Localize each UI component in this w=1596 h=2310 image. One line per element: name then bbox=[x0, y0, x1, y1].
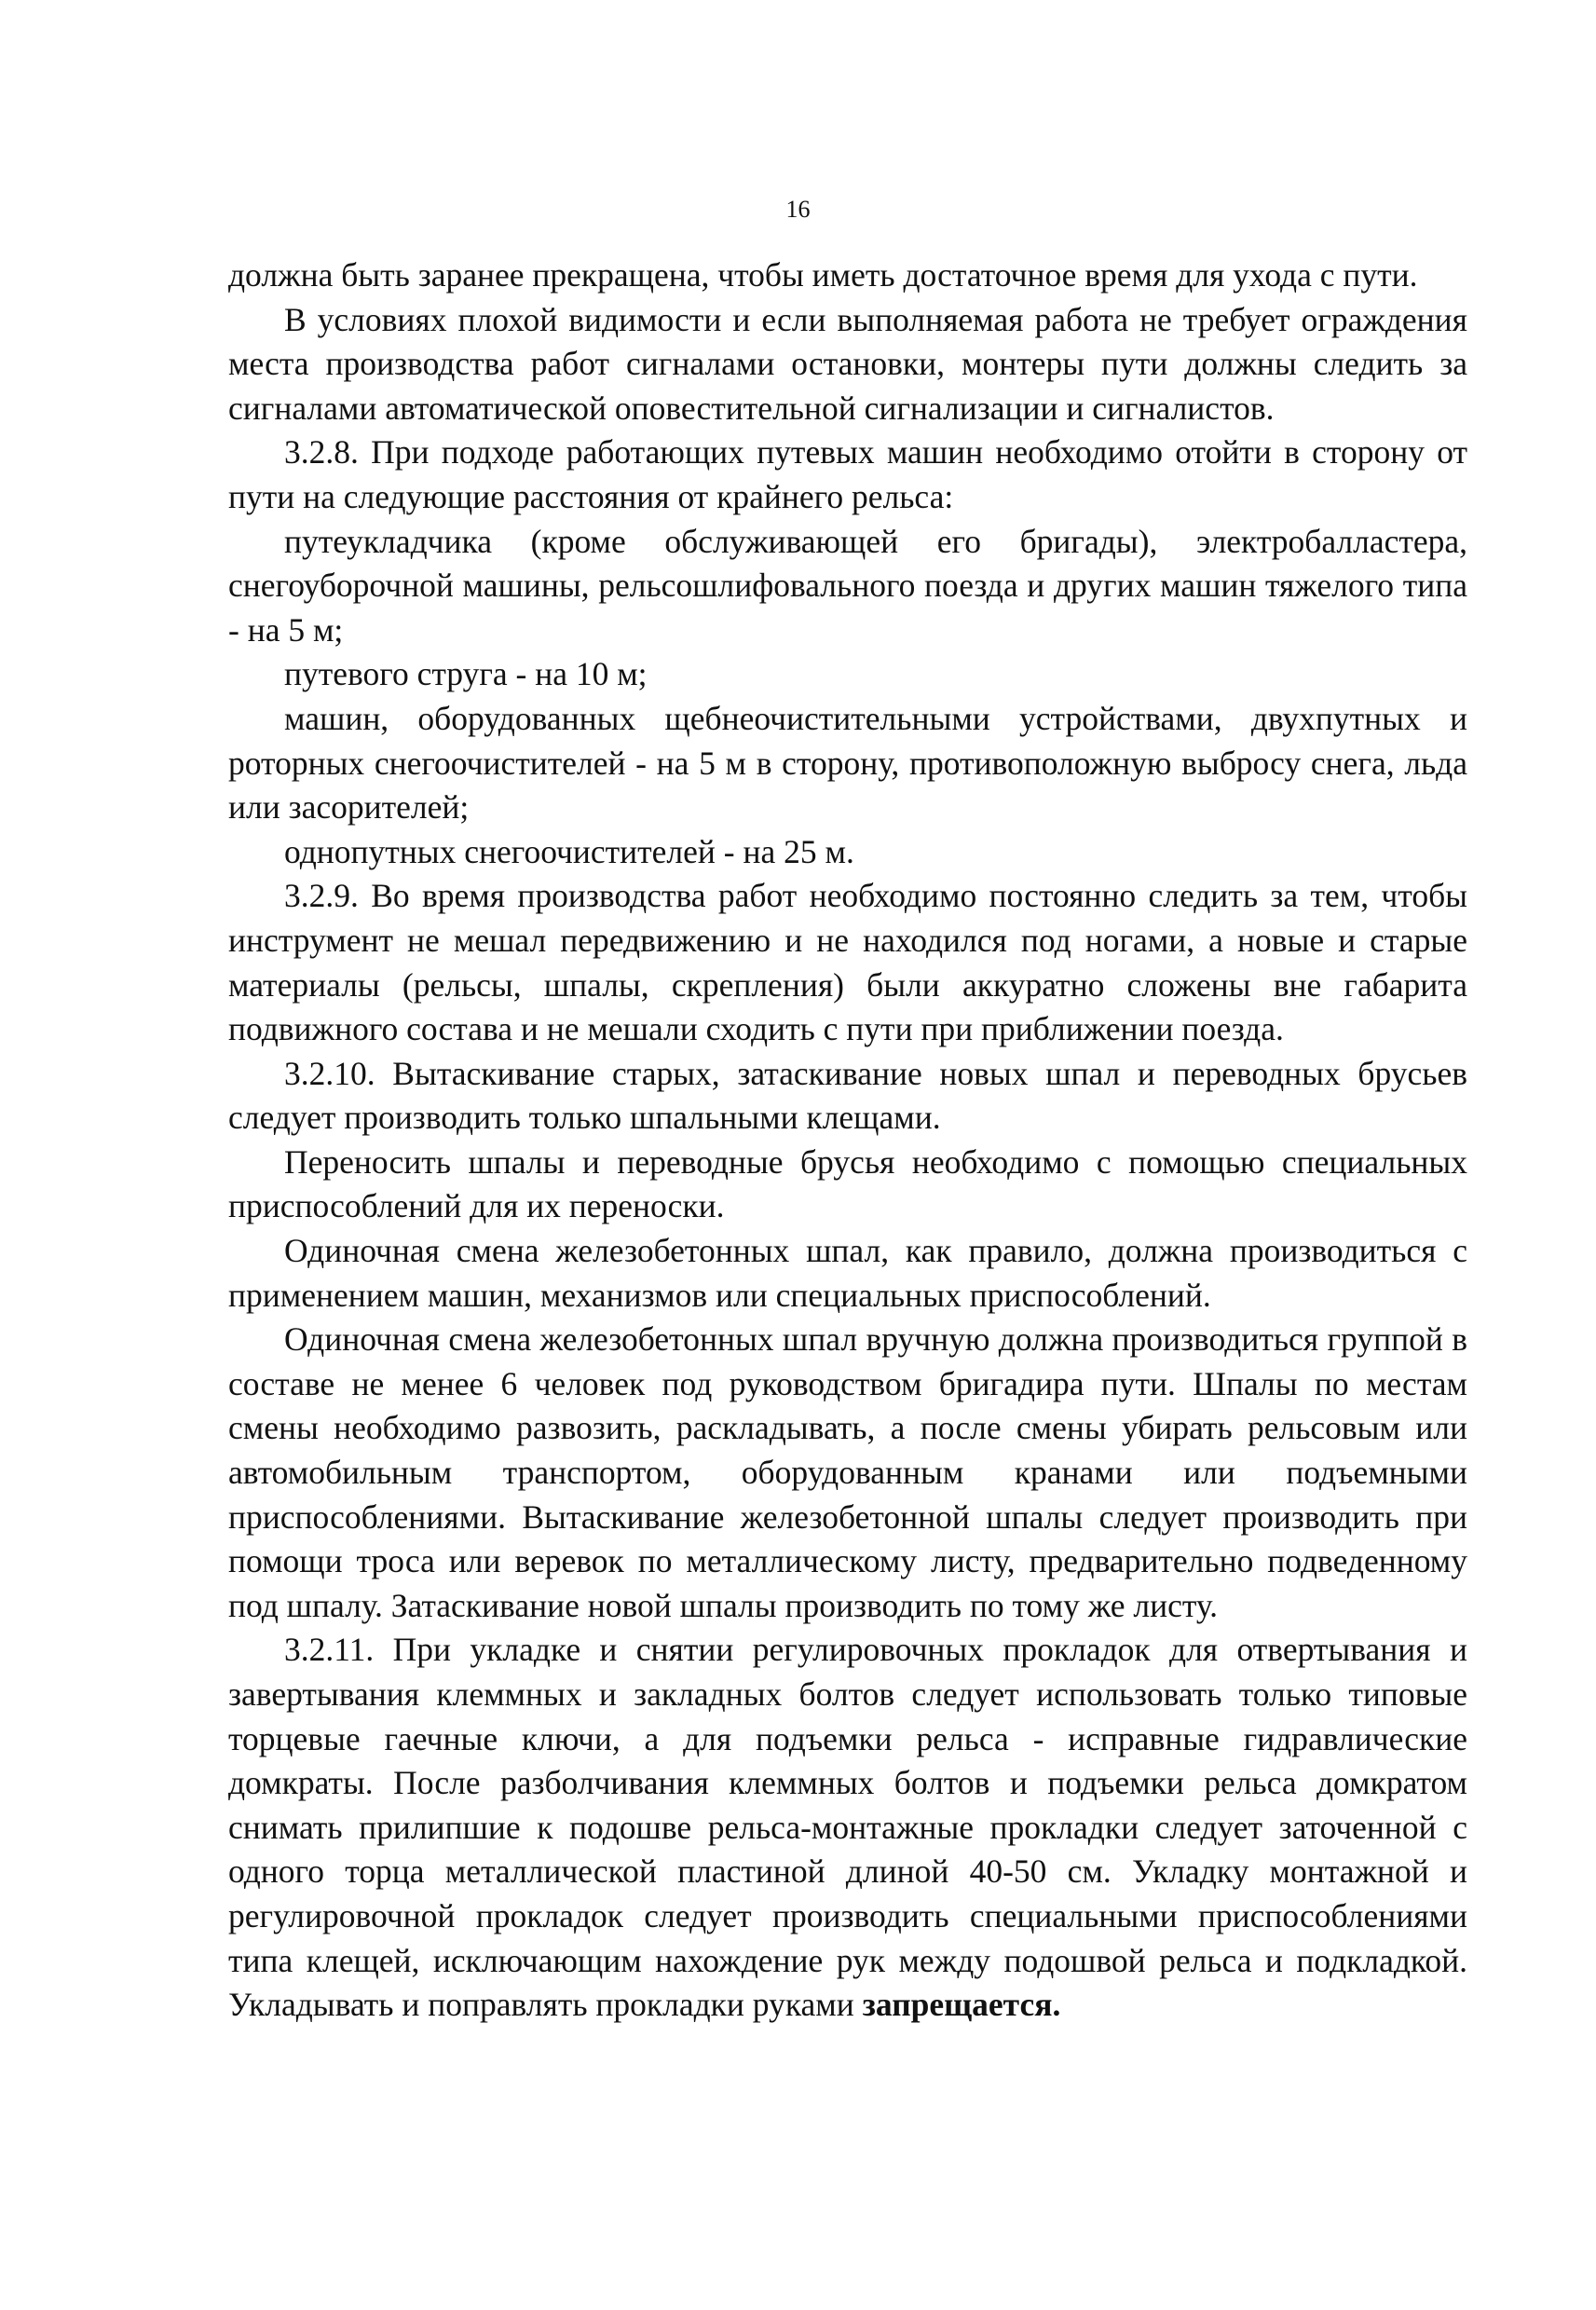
paragraph-3-2-10: 3.2.10. Вытаскивание старых, затаскивание новых шпал и переводных брусьев следует производить только шпальными клещами. bbox=[228, 1054, 1467, 1137]
paragraph-carrying-sleepers: Переносить шпалы и переводные брусья необходимо с помощью специальных приспособлений для их переноски. bbox=[228, 1142, 1467, 1225]
paragraph-3-2-9: 3.2.9. Во время производства работ необходимо постоянно следить за тем, чтобы инструмент не мешал передвижению и не находился под ногами, а новые и старые материалы (рельсы, шпалы, скрепления) были аккуратно сложены вне габарита подвижного состава и не мешали сходить с пути при приближении поезда. bbox=[228, 877, 1467, 1048]
paragraph-single-replacement-manual: Одиночная смена железобетонных шпал вручную должна производиться группой в составе не менее 6 человек под руководством бригадира пути. Шпалы по местам смены необходимо развозить, раскладывать, а после смены убирать рельсовым или автомобильным транспортом, оборудованным кранами или подъемными приспособлениями. Вытаскивание железобетонной шпалы следует производить при помощи троса или веревок по металлическому листу, предварительно подведенному под шпалу. Затаскивание новой шпалы производить по тому же листу. bbox=[228, 1320, 1467, 1624]
list-item-track-layer: путеукладчика (кроме обслуживающей его бригады), электробалластера, снегоуборочной машины, рельсошлифовального поезда и других машин тяжелого типа - на 5 м; bbox=[228, 522, 1467, 649]
page-number: 16 bbox=[785, 196, 811, 223]
paragraph-single-replacement-machines: Одиночная смена железобетонных шпал, как правило, должна производиться с применением машин, механизмов или специальных приспособлений. bbox=[228, 1232, 1467, 1314]
paragraph-visibility: В условиях плохой видимости и если выполняемая работа не требует ограждения места производства работ сигналами остановки, монтеры пути должны следить за сигналами автоматической оповестительной сигнализации и сигналистов. bbox=[228, 300, 1467, 427]
document-body bbox=[228, 253, 1467, 2028]
paragraph-3-2-8: 3.2.8. При подходе работающих путевых машин необходимо отойти в сторону от пути на следующие расстояния от крайнего рельса: bbox=[228, 433, 1467, 515]
list-item-track-plough: путевого струга - на 10 м; bbox=[284, 655, 648, 693]
paragraph-continuation: должна быть заранее прекращена, чтобы иметь достаточное время для ухода с пути. bbox=[228, 256, 1418, 294]
list-item-single-track-snowplough: однопутных снегоочистителей - на 25 м. bbox=[284, 832, 854, 870]
list-item-ballast-cleaners: машин, оборудованных щебнеочистительными устройствами, двухпутных и роторных снегоочистителей - на 5 м в сторону, противоположную выбросу снега, льда или засорителей; bbox=[228, 699, 1467, 827]
paragraph-3-2-11-text: 3.2.11. При укладке и снятии регулировочных прокладок для отвертывания и завертывания клеммных и закладных болтов следует использовать только типовые торцевые гаечные ключи, а для подъемки рельса - исправные гидравлические домкраты. После разболчивания клеммных болтов и подъемки рельса домкратом снимать прилипшие к подошве рельса-монтажные прокладки следует заточенной с одного торца металлической пластиной длиной 40-50 см. Укладку монтажной и регулировочной прокладок следует производить специальными приспособлениями типа клещей, исключающим нахождение рук между подошвой рельса и подкладкой. Укладывать и поправлять прокладки руками bbox=[228, 1631, 1467, 2024]
prohibition-emphasis: запрещается. bbox=[862, 1986, 1061, 2024]
paragraph-3-2-11 bbox=[228, 1628, 1467, 2027]
